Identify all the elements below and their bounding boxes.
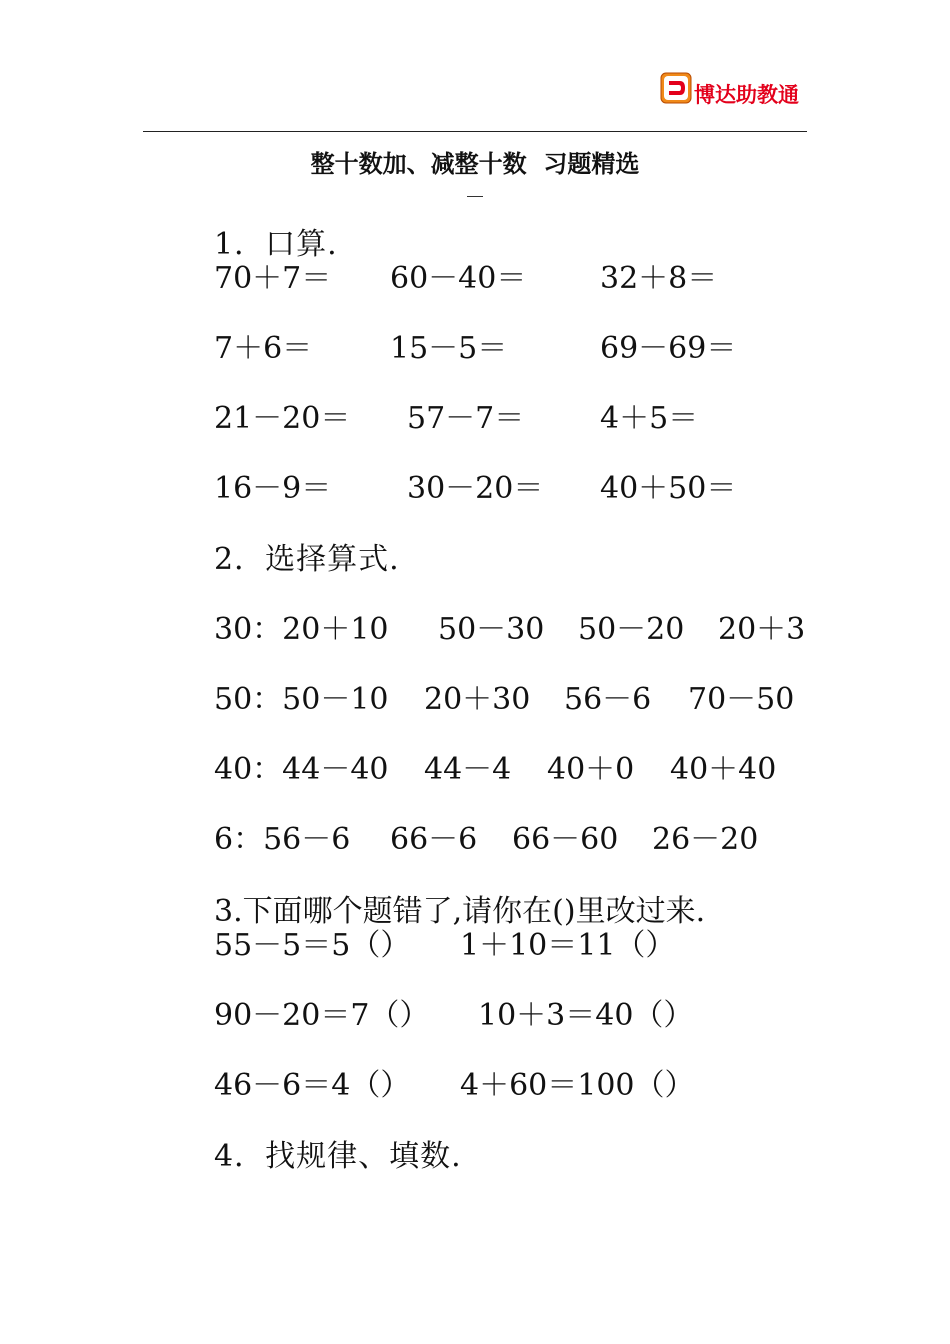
choice-item: 30：20＋10	[214, 612, 389, 647]
correction-item: 10＋3＝40（）	[478, 998, 694, 1033]
section4-heading: 4．找规律、填数.	[214, 1139, 462, 1174]
exercise-item: 21－20＝	[214, 401, 351, 436]
exercise-item: 69－69＝	[600, 331, 737, 366]
correction-item: 1＋10＝11（）	[460, 928, 676, 963]
choice-item: 44－4	[424, 752, 512, 787]
choice-item: 50：50－10	[214, 682, 389, 717]
title-dash	[467, 196, 483, 197]
choice-item: 50－30	[438, 612, 545, 647]
correction-item: 55－5＝5（）	[214, 928, 411, 963]
section3-heading: 3.下面哪个题错了,请你在()里改过来.	[214, 894, 706, 929]
choice-item: 66－60	[512, 822, 619, 857]
brand-logo	[660, 68, 799, 108]
exercise-item: 4＋5＝	[600, 401, 699, 436]
correction-item: 46－6＝4（）	[214, 1068, 411, 1103]
exercise-item: 60－40＝	[390, 261, 527, 296]
choice-item: 20＋30	[424, 682, 531, 717]
exercise-item: 7＋6＝	[214, 331, 313, 366]
choice-item: 40：44－40	[214, 752, 389, 787]
exercise-item: 70＋7＝	[214, 261, 332, 296]
choice-item: 70－50	[688, 682, 795, 717]
correction-item: 4＋60＝100（）	[460, 1068, 695, 1103]
exercise-item: 32＋8＝	[600, 261, 718, 296]
section2-heading: 2．选择算式.	[214, 542, 400, 577]
exercise-item: 16－9＝	[214, 471, 332, 506]
correction-item: 90－20＝7（）	[214, 998, 430, 1033]
choice-item: 6：56－6	[214, 822, 351, 857]
exercise-item: 57－7＝	[407, 401, 525, 436]
choice-item: 26－20	[652, 822, 759, 857]
choice-item: 20＋3	[718, 612, 806, 647]
logo-icon	[660, 72, 692, 104]
exercise-item: 15－5＝	[390, 331, 508, 366]
section1-heading: 1．口算.	[214, 227, 338, 262]
choice-item: 50－20	[578, 612, 685, 647]
choice-item: 40＋0	[547, 752, 635, 787]
choice-item: 40＋40	[670, 752, 777, 787]
exercise-item: 40＋50＝	[600, 471, 737, 506]
logo-text: 博达助教通	[694, 83, 799, 107]
exercise-item: 30－20＝	[407, 471, 544, 506]
choice-item: 66－6	[390, 822, 478, 857]
choice-item: 56－6	[564, 682, 652, 717]
page-title: 整十数加、减整十数 习题精选	[310, 150, 640, 178]
header-rule	[143, 131, 807, 132]
